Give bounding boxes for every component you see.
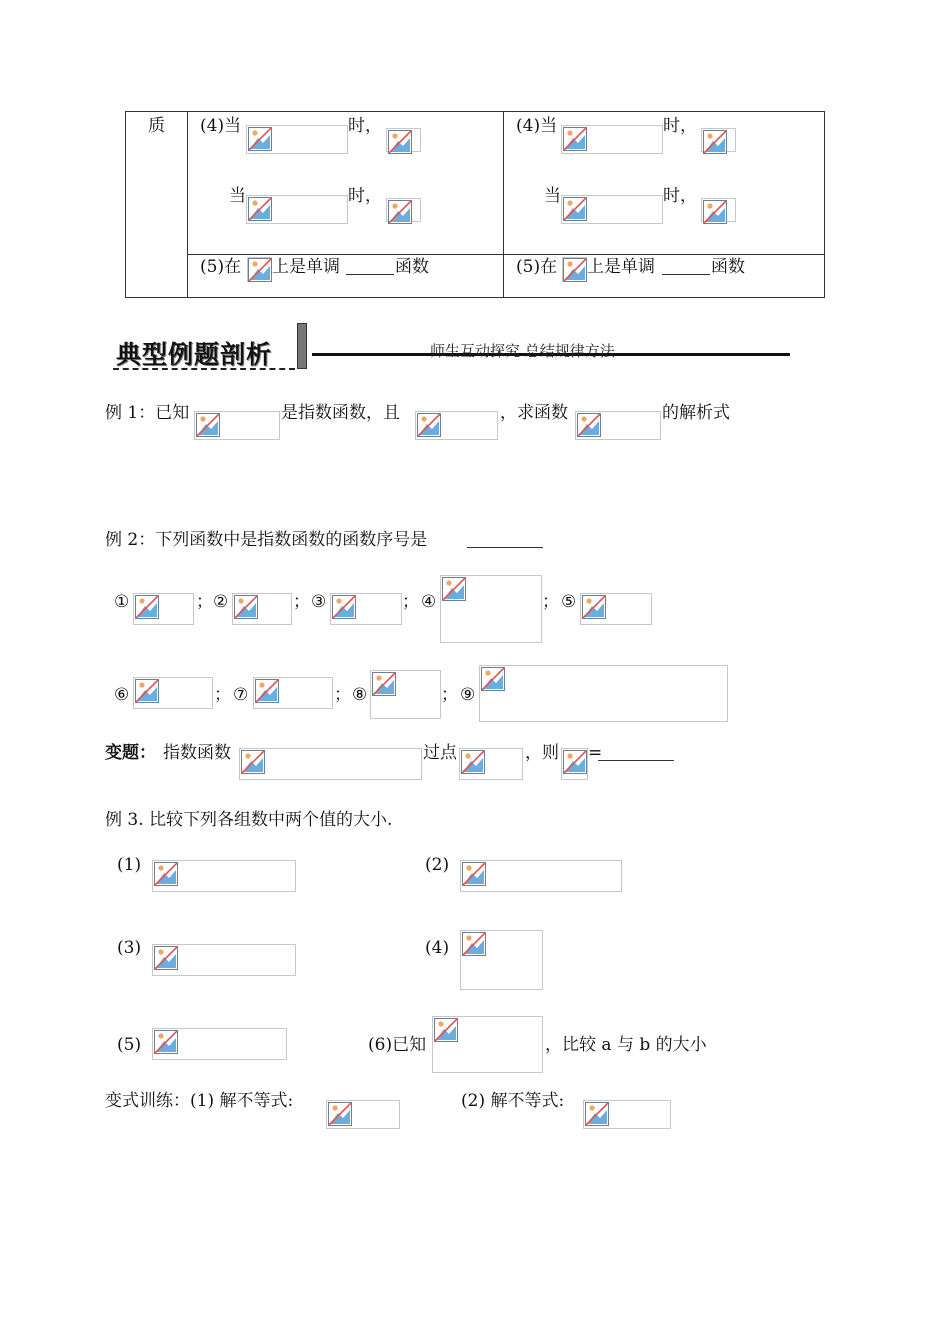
image-icon — [248, 197, 272, 221]
formula-image — [575, 411, 661, 440]
section-subtitle: 师生互动探究 总结规律方法 — [430, 342, 615, 360]
image-icon — [135, 595, 159, 619]
ex1-text-b: 是指数函数，且 — [281, 403, 400, 423]
right-p5-mid: 上是单调 — [587, 257, 655, 277]
image-icon — [135, 679, 159, 703]
formula-image — [133, 677, 213, 709]
ex3-l5: (5) — [117, 1035, 142, 1055]
formula-image — [386, 198, 421, 222]
image-icon — [703, 200, 727, 224]
blank-line — [467, 532, 543, 548]
ex1-text-d: 的解析式 — [662, 403, 730, 423]
formula-image — [326, 1100, 400, 1129]
image-icon — [372, 672, 396, 696]
image-icon — [332, 595, 356, 619]
formula-image — [253, 677, 333, 709]
formula-image — [580, 593, 652, 625]
formula-image — [232, 593, 292, 625]
ex3-l4: (4) — [425, 938, 450, 958]
ex3-l1: (1) — [117, 855, 142, 875]
image-icon — [234, 595, 258, 619]
formula-image — [247, 257, 272, 282]
formula-image — [415, 411, 498, 440]
formula-image — [246, 195, 348, 224]
variant-text-c: ，则 — [525, 743, 559, 763]
ex3-l6-tail: ，比较 a 与 b 的大小 — [545, 1035, 707, 1055]
training-p2: (2) 解不等式: — [461, 1091, 565, 1111]
image-icon — [563, 197, 587, 221]
ex2-n9: ⑨ — [460, 685, 476, 705]
ex2-n5: ⑤ — [561, 592, 577, 612]
variant-text-a: 指数函数 — [163, 743, 231, 763]
image-icon — [434, 1018, 458, 1042]
ex1-text-c: ，求函数 — [500, 403, 568, 423]
left-p5-prefix: (5)在 — [200, 257, 242, 277]
image-icon — [481, 667, 505, 691]
formula-image — [194, 411, 280, 440]
image-icon — [563, 258, 587, 282]
variant-text-d: = — [588, 743, 603, 763]
image-icon — [196, 413, 220, 437]
formula-image — [583, 1100, 671, 1129]
right-p4-when2: 时， — [663, 186, 697, 206]
image-icon — [248, 258, 272, 282]
left-p4-when2: 时， — [348, 186, 382, 206]
formula-image — [440, 575, 542, 643]
ex2-sep: ； — [542, 592, 559, 612]
image-icon — [462, 862, 486, 886]
variant-label: 变题： — [105, 743, 156, 763]
image-icon — [154, 862, 178, 886]
formula-image — [460, 860, 622, 892]
formula-image — [246, 125, 348, 154]
image-icon — [328, 1102, 352, 1126]
image-icon — [154, 946, 178, 970]
ex1-text-a: 例 1：已知 — [105, 403, 190, 423]
ex2-n1: ① — [114, 592, 130, 612]
ex2-n3: ③ — [311, 592, 327, 612]
section-title: 典型例题剖析 — [116, 340, 273, 369]
ex2-sep: ； — [441, 685, 458, 705]
formula-image — [152, 860, 296, 892]
ex3-l6: (6)已知 — [368, 1035, 427, 1055]
image-icon — [255, 679, 279, 703]
formula-image — [562, 257, 587, 282]
formula-image — [479, 665, 728, 722]
ex2-n6: ⑥ — [114, 685, 130, 705]
blank-line — [346, 259, 394, 275]
ex3-l2: (2) — [425, 855, 450, 875]
header-bar — [297, 323, 307, 369]
training-label: 变式训练：(1) 解不等式: — [105, 1091, 294, 1111]
formula-image — [460, 930, 543, 990]
ex3-question: 例 3. 比较下列各组数中两个值的大小. — [105, 810, 393, 830]
right-p5-prefix: (5)在 — [516, 257, 558, 277]
image-icon — [442, 577, 466, 601]
image-icon — [582, 595, 606, 619]
image-icon — [388, 200, 412, 224]
image-icon — [585, 1102, 609, 1126]
formula-image — [370, 670, 441, 719]
formula-image — [133, 593, 194, 625]
ex2-n2: ② — [213, 592, 229, 612]
right-p4-when: 时， — [663, 116, 697, 136]
formula-image — [152, 944, 296, 976]
right-p5-suffix: 函数 — [711, 257, 745, 277]
formula-image — [561, 125, 663, 154]
image-icon — [248, 127, 272, 151]
formula-image — [701, 198, 736, 222]
table-row-label: 质 — [148, 116, 165, 136]
ex2-n7: ⑦ — [233, 685, 249, 705]
formula-image — [701, 128, 736, 152]
image-icon — [703, 130, 727, 154]
title-underline-dashed — [113, 368, 295, 370]
formula-image — [432, 1016, 543, 1073]
formula-image — [561, 748, 588, 780]
left-p5-mid: 上是单调 — [272, 257, 340, 277]
ex2-sep: ； — [334, 685, 351, 705]
ex2-sep: ； — [402, 592, 419, 612]
ex2-n4: ④ — [421, 592, 437, 612]
image-icon — [241, 750, 265, 774]
image-icon — [577, 413, 601, 437]
ex3-l3: (3) — [117, 938, 142, 958]
formula-image — [239, 748, 422, 780]
left-p5-suffix: 函数 — [395, 257, 429, 277]
formula-image — [386, 128, 421, 152]
ex2-n8: ⑧ — [352, 685, 368, 705]
ex2-sep: ； — [214, 685, 231, 705]
formula-image — [152, 1028, 287, 1060]
right-p4-prefix: (4)当 — [516, 116, 558, 136]
left-p4-prefix: (4)当 — [200, 116, 242, 136]
left-p4-when: 时， — [348, 116, 382, 136]
formula-image — [330, 593, 402, 625]
image-icon — [462, 932, 486, 956]
image-icon — [388, 130, 412, 154]
image-icon — [563, 127, 587, 151]
image-icon — [154, 1030, 178, 1054]
right-p4-prefix2: 当 — [544, 186, 561, 206]
ex2-sep: ； — [196, 592, 213, 612]
formula-image — [561, 195, 663, 224]
blank-line — [662, 259, 710, 275]
image-icon — [417, 413, 441, 437]
variant-text-b: 过点 — [423, 743, 457, 763]
blank-line — [598, 745, 674, 761]
image-icon — [563, 750, 587, 774]
ex2-question: 例 2：下列函数中是指数函数的函数序号是 — [105, 530, 428, 550]
formula-image — [459, 748, 523, 780]
ex2-sep: ； — [293, 592, 310, 612]
image-icon — [461, 750, 485, 774]
left-p4-prefix2: 当 — [229, 186, 246, 206]
